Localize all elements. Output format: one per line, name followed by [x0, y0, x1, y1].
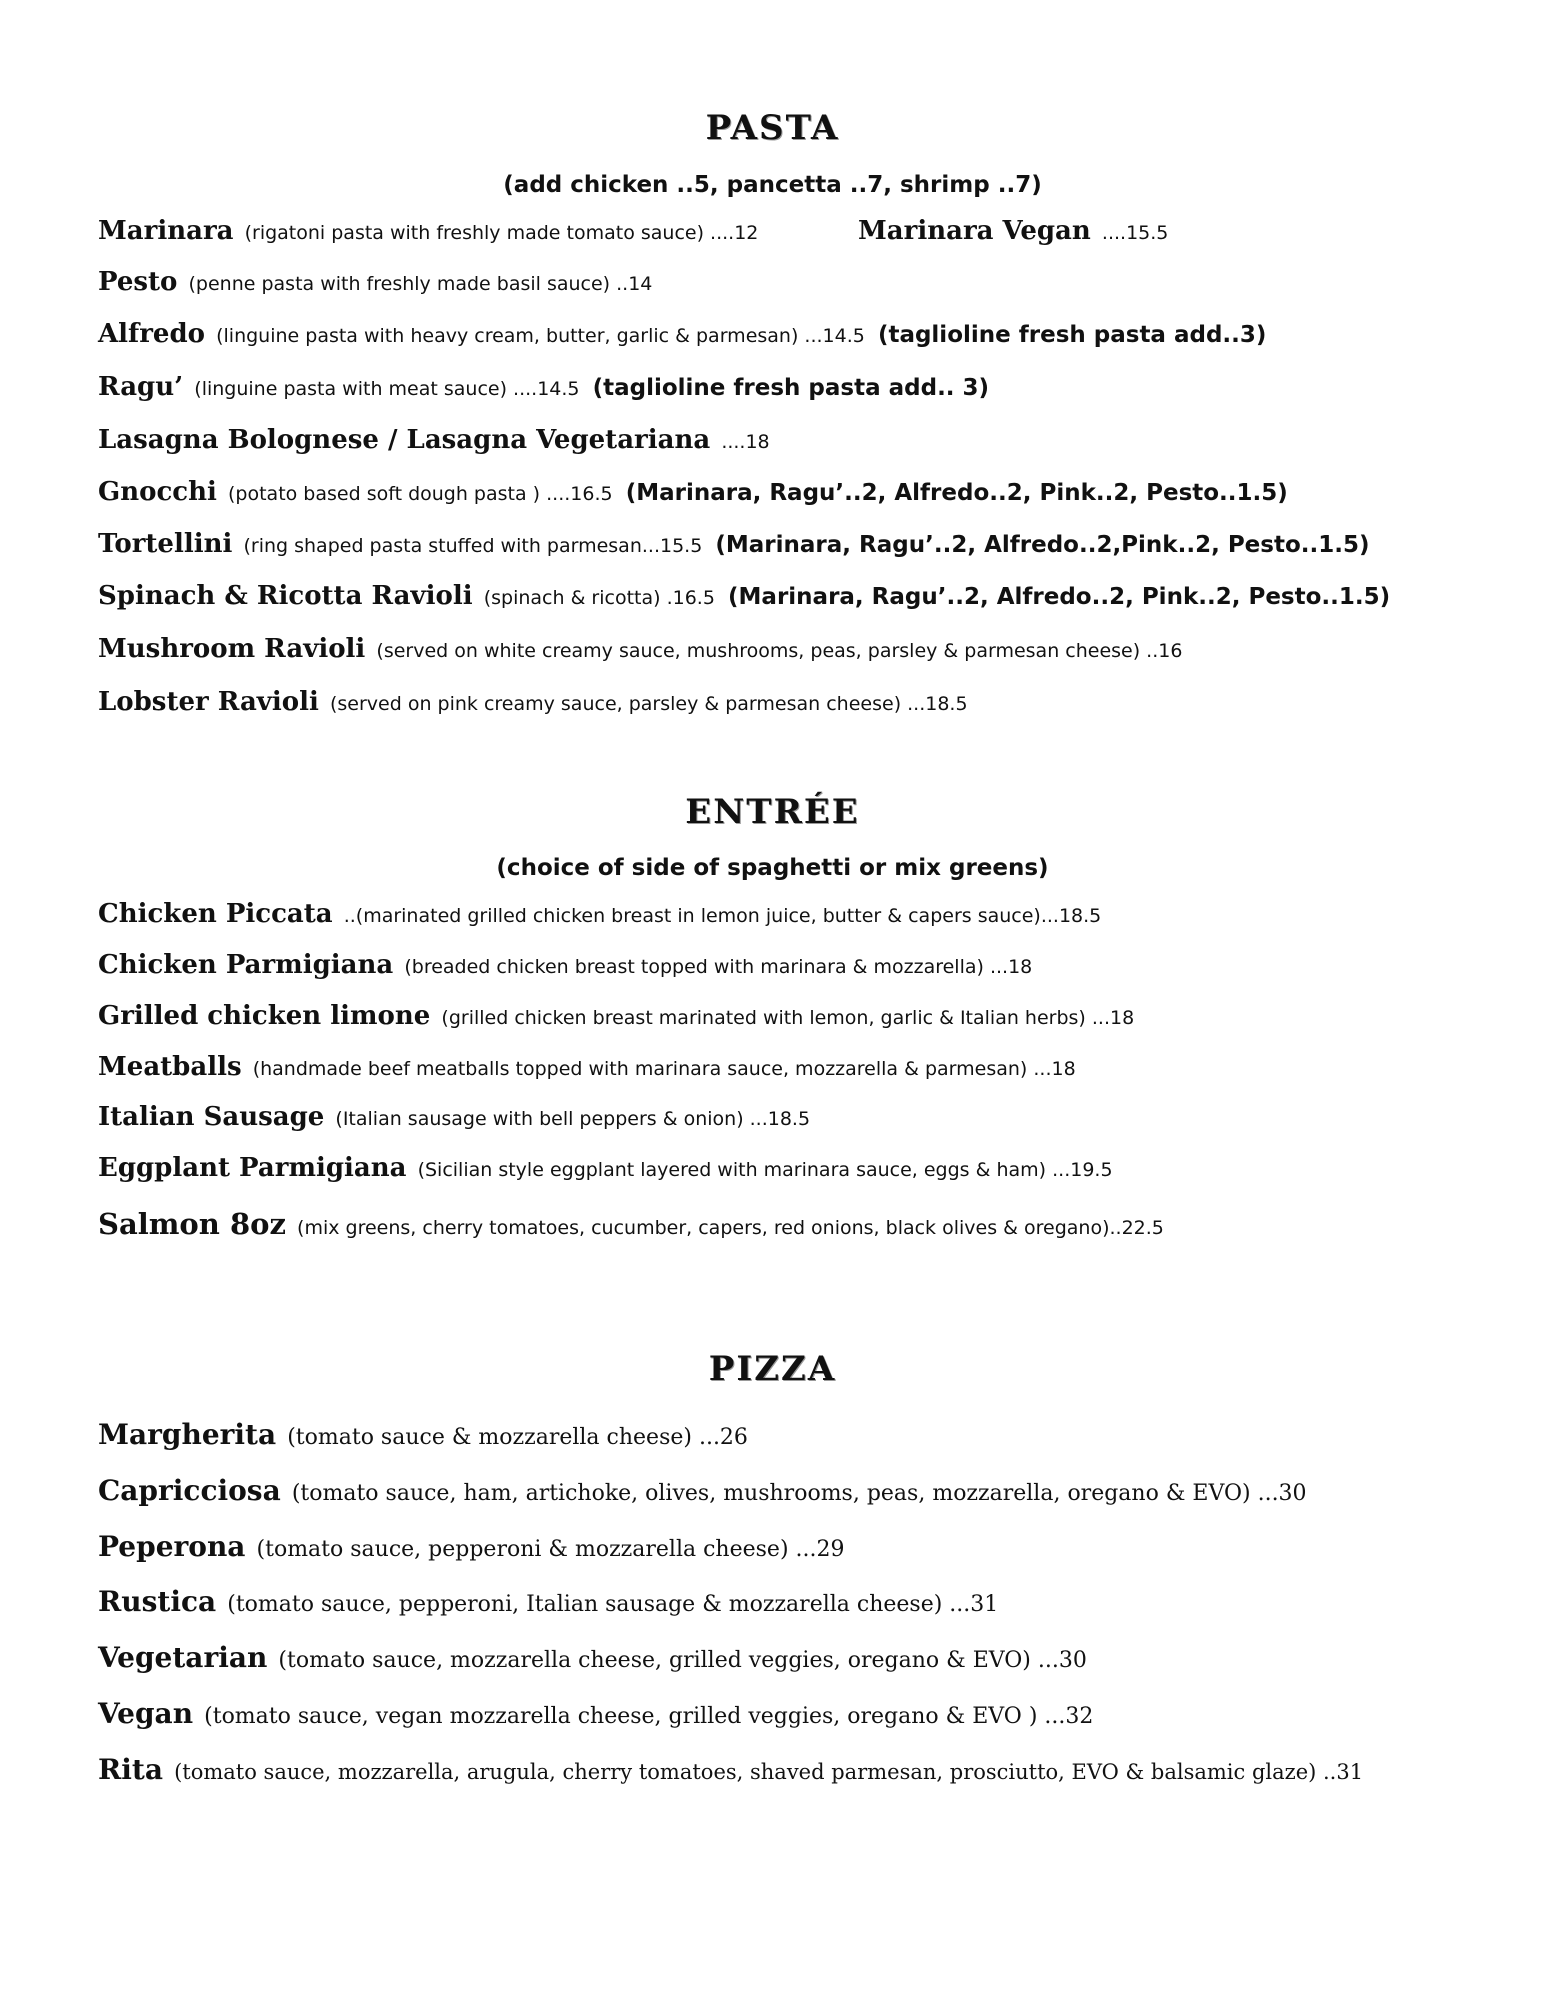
item-addon: (taglioline fresh pasta add..3) [877, 322, 1267, 348]
item-name: Pesto [98, 267, 178, 297]
item-description: (served on white creamy sauce, mushrooms, peas, parsley & parmesan cheese) ..16 [376, 640, 1183, 662]
item-name: Salmon 8oz [98, 1207, 286, 1241]
item-description: (tomato sauce & mozzarella cheese) ...26 [287, 1425, 748, 1450]
pizza-section-title: PIZZA [708, 1349, 837, 1389]
menu-item-marinara [98, 216, 758, 246]
item-description: (breaded chicken breast topped with marinara & mozzarella) ...18 [404, 956, 1033, 978]
item-description: (potato based soft dough pasta ) ....16.5 [228, 483, 613, 505]
item-name: Eggplant Parmigiana [98, 1153, 407, 1183]
menu-item-gnocchi [98, 477, 1288, 507]
menu-item-capricciosa [98, 1474, 1307, 1507]
item-description: (mix greens, cherry tomatoes, cucumber, capers, red onions, black olives & oregano)..22.5 [297, 1217, 1164, 1239]
item-description: (handmade beef meatballs topped with marinara sauce, mozzarella & parmesan) ...18 [252, 1058, 1076, 1080]
menu-item-tortellini [98, 529, 1370, 559]
item-name: Tortellini [98, 529, 233, 559]
menu-item-chicken-parmigiana [98, 950, 1032, 980]
item-addon: (Marinara, Ragu’..2, Alfredo..2, Pink..2, Pesto..1.5) [625, 480, 1288, 506]
item-description: (tomato sauce, vegan mozzarella cheese, grilled veggies, oregano & EVO ) ...32 [204, 1704, 1094, 1729]
item-description: ....15.5 [1101, 222, 1169, 244]
menu-item-vegan [98, 1697, 1093, 1730]
item-name: Vegetarian [98, 1641, 268, 1674]
item-addon: (taglioline fresh pasta add.. 3) [592, 375, 990, 401]
item-addon: (Marinara, Ragu’..2, Alfredo..2, Pink..2, Pesto..1.5) [728, 584, 1391, 610]
item-description: (grilled chicken breast marinated with lemon, garlic & Italian herbs) ...18 [441, 1007, 1135, 1029]
item-description: (tomato sauce, mozzarella cheese, grilled veggies, oregano & EVO) ...30 [278, 1648, 1087, 1673]
item-description: (tomato sauce, ham, artichoke, olives, mushrooms, peas, mozzarella, oregano & EVO) ...30 [291, 1481, 1307, 1506]
item-name: Vegan [98, 1697, 194, 1730]
menu-item-salmon [98, 1207, 1164, 1241]
item-description: (Sicilian style eggplant layered with marinara sauce, eggs & ham) ...19.5 [417, 1159, 1113, 1181]
item-description: (linguine pasta with meat sauce) ....14.5 [194, 378, 580, 400]
menu-item-pesto [98, 267, 652, 297]
item-name: Alfredo [98, 319, 205, 349]
item-name: Lobster Ravioli [98, 687, 319, 717]
menu-item-grilled-chicken-limone [98, 1001, 1134, 1031]
entree-section-title: ENTRÉE [685, 792, 860, 832]
item-description: (rigatoni pasta with freshly made tomato sauce) ....12 [244, 222, 759, 244]
menu-item-eggplant-parmigiana [98, 1153, 1113, 1183]
item-description: ..(marinated grilled chicken breast in lemon juice, butter & capers sauce)...18.5 [343, 905, 1102, 927]
item-name: Peperona [98, 1530, 246, 1563]
item-description: (linguine pasta with heavy cream, butter, garlic & parmesan) ...14.5 [216, 325, 865, 347]
menu-item-vegetarian [98, 1641, 1087, 1674]
item-name: Margherita [98, 1418, 277, 1451]
item-name: Grilled chicken limone [98, 1001, 431, 1031]
item-name: Mushroom Ravioli [98, 634, 366, 664]
menu-item-mushroom-ravioli [98, 634, 1182, 664]
item-name: Lasagna Bolognese / Lasagna Vegetariana [98, 425, 711, 455]
item-name: Marinara Vegan [858, 216, 1091, 246]
menu-item-chicken-piccata [98, 899, 1101, 929]
item-name: Chicken Piccata [98, 899, 333, 929]
pasta-section-note: (add chicken ..5, pancetta ..7, shrimp ..7) [503, 172, 1042, 198]
item-description: (penne pasta with freshly made basil sauce) ..14 [188, 273, 653, 295]
menu-item-ragu [98, 372, 989, 402]
menu-item-lobster-ravioli [98, 687, 968, 717]
item-description: (spinach & ricotta) .16.5 [483, 587, 715, 609]
item-description: (tomato sauce, mozzarella, arugula, cherry tomatoes, shaved parmesan, prosciutto, EVO & balsamic glaze) ..31 [174, 1760, 1364, 1784]
item-name: Meatballs [98, 1052, 242, 1082]
item-description: ....18 [721, 431, 770, 453]
item-name: Chicken Parmigiana [98, 950, 394, 980]
menu-item-spinach-ricotta-ravioli [98, 581, 1390, 611]
item-name: Italian Sausage [98, 1102, 325, 1132]
menu-item-marinara-vegan [858, 216, 1168, 246]
entree-section-note: (choice of side of spaghetti or mix greens) [496, 855, 1049, 881]
menu-item-rustica [98, 1585, 998, 1618]
menu-item-rita [98, 1753, 1363, 1786]
item-name: Gnocchi [98, 477, 217, 507]
item-name: Rita [98, 1753, 163, 1786]
menu-item-margherita [98, 1418, 748, 1451]
menu-item-peperona [98, 1530, 845, 1563]
menu-item-lasagna [98, 425, 770, 455]
item-name: Ragu’ [98, 372, 184, 402]
menu-item-italian-sausage [98, 1102, 810, 1132]
pasta-section-title: PASTA [705, 108, 840, 148]
item-description: (ring shaped pasta stuffed with parmesan...15.5 [243, 535, 703, 557]
item-name: Rustica [98, 1585, 217, 1618]
item-name: Capricciosa [98, 1474, 281, 1507]
menu-item-alfredo [98, 319, 1266, 349]
menu-item-meatballs [98, 1052, 1076, 1082]
item-description: (tomato sauce, pepperoni & mozzarella cheese) ...29 [256, 1537, 845, 1562]
item-name: Marinara [98, 216, 234, 246]
item-description: (served on pink creamy sauce, parsley & parmesan cheese) ...18.5 [329, 693, 968, 715]
item-name: Spinach & Ricotta Ravioli [98, 581, 473, 611]
item-description: (Italian sausage with bell peppers & onion) ...18.5 [335, 1108, 811, 1130]
item-addon: (Marinara, Ragu’..2, Alfredo..2,Pink..2, Pesto..1.5) [715, 532, 1370, 558]
item-description: (tomato sauce, pepperoni, Italian sausage & mozzarella cheese) ...31 [227, 1592, 999, 1617]
